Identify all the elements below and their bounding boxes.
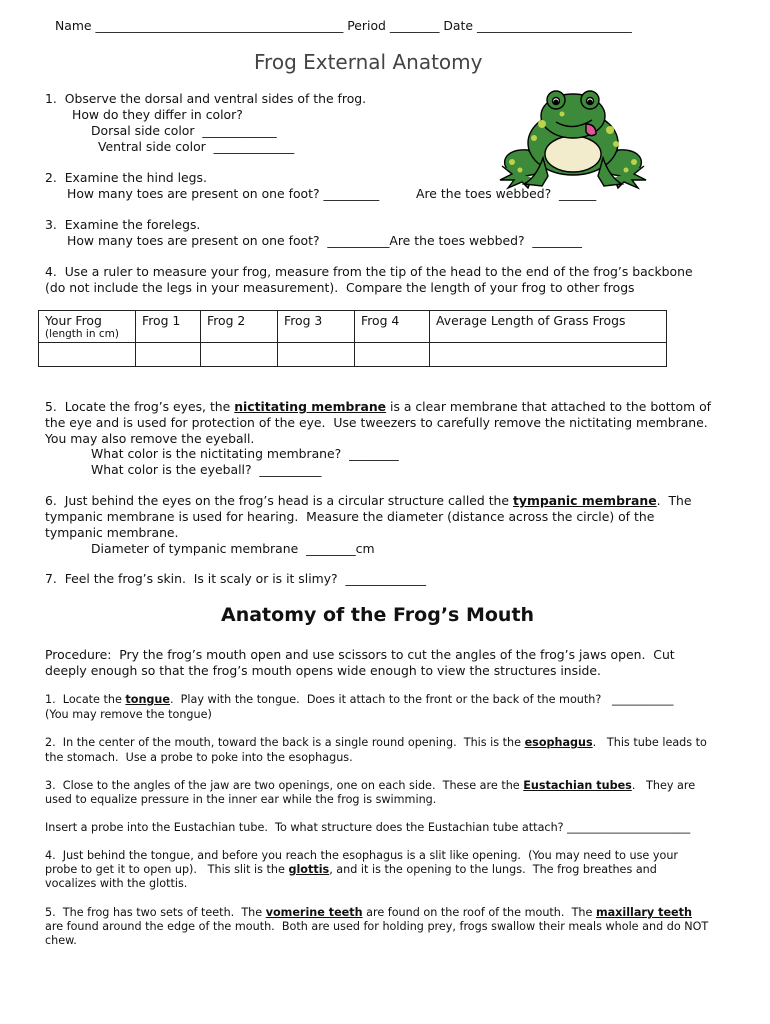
m-insert-line[interactable]: Insert a probe into the Eustachian tube. To what structure does the Eustachian tube attach? ______________________ bbox=[45, 821, 691, 834]
term-glottis: glottis bbox=[288, 863, 330, 876]
q4-line2: (do not include the legs in your measurement). Compare the length of your frog to other frogs bbox=[45, 280, 635, 295]
period-label: Period bbox=[347, 18, 386, 33]
q1-line1: 1. Observe the dorsal and ventral sides of the frog. bbox=[45, 91, 367, 106]
m2-line1: 2. In the center of the mouth, toward the back is a single round opening. This is the esophagus. This tube leads to bbox=[45, 736, 707, 749]
q5-line3: You may also remove the eyeball. bbox=[45, 431, 255, 446]
col-frog-3: Frog 3 bbox=[278, 311, 355, 343]
m3-line1: 3. Close to the angles of the jaw are two openings, one on each side. These are the Eustachian tubes. They are bbox=[45, 779, 696, 792]
q3-line1: 3. Examine the forelegs. bbox=[45, 217, 201, 232]
procedure-line1: Procedure: Pry the frog’s mouth open and use scissors to cut the angles of the frog’s jaws open. Cut bbox=[45, 647, 675, 662]
col-average: Average Length of Grass Frogs bbox=[430, 311, 667, 343]
m4-line3: vocalizes with the glottis. bbox=[45, 877, 188, 890]
q5-eyeball-color[interactable]: What color is the eyeball? __________ bbox=[91, 462, 322, 477]
term-tongue: tongue bbox=[125, 693, 170, 706]
col-frog-1: Frog 1 bbox=[136, 311, 201, 343]
term-vomerine-teeth: vomerine teeth bbox=[265, 906, 363, 919]
col-frog-2: Frog 2 bbox=[201, 311, 278, 343]
q6-diameter[interactable]: Diameter of tympanic membrane ________cm bbox=[91, 541, 375, 556]
q7-line[interactable]: 7. Feel the frog’s skin. Is it scaly or is it slimy? _____________ bbox=[45, 571, 427, 586]
col-frog-4: Frog 4 bbox=[355, 311, 430, 343]
cell-your-frog[interactable] bbox=[39, 343, 136, 367]
cell-average[interactable] bbox=[430, 343, 667, 367]
q5-line2: the eye and is used for protection of the eye. Use tweezers to carefully remove the nictitating membrane. bbox=[45, 415, 708, 430]
procedure-line2: deeply enough so that the frog’s mouth opens wide enough to view the structures inside. bbox=[45, 663, 601, 678]
cell-frog-3[interactable] bbox=[278, 343, 355, 367]
m5-line2: are found around the edge of the mouth. Both are used for holding prey, frogs swallow their meals whole and do NOT bbox=[45, 920, 709, 933]
q2-toes[interactable]: How many toes are present on one foot? _________ bbox=[67, 186, 380, 201]
cell-frog-4[interactable] bbox=[355, 343, 430, 367]
term-maxillary-teeth: maxillary teeth bbox=[595, 906, 692, 919]
m2-line2: the stomach. Use a probe to poke into the esophagus. bbox=[45, 751, 353, 764]
q1-line2: How do they differ in color? bbox=[72, 107, 243, 122]
m4-line1: 4. Just behind the tongue, and before you reach the esophagus is a slit like opening. (You may need to use your bbox=[45, 849, 679, 862]
date-label: Date bbox=[443, 18, 474, 33]
q6-line1: 6. Just behind the eyes on the frog’s head is a circular structure called the tympanic membrane. The bbox=[45, 493, 692, 508]
name-blank[interactable]: ________________________________________ bbox=[95, 18, 344, 33]
m1-line2: (You may remove the tongue) bbox=[45, 708, 212, 721]
term-esophagus: esophagus bbox=[524, 736, 593, 749]
q2-webbed[interactable]: Are the toes webbed? ______ bbox=[416, 186, 597, 201]
q6-line2: tympanic membrane is used for hearing. Measure the diameter (distance across the circle) of the bbox=[45, 509, 655, 524]
frog-length-table bbox=[38, 310, 667, 367]
m4-line2: probe to get it to open up). This slit is the glottis, and it is the opening to the lungs. The frog breathes and bbox=[45, 863, 657, 876]
period-blank[interactable]: ________ bbox=[389, 18, 440, 33]
term-tympanic-membrane: tympanic membrane bbox=[512, 493, 657, 508]
q5-line1: 5. Locate the frog’s eyes, the nictitating membrane is a clear membrane that attached to the bottom of bbox=[45, 399, 712, 414]
name-label: Name bbox=[55, 18, 92, 33]
q4-line1: 4. Use a ruler to measure your frog, measure from the tip of the head to the end of the frog’s backbone bbox=[45, 264, 693, 279]
length-unit: (length in cm) bbox=[45, 328, 119, 340]
q3-line2[interactable]: How many toes are present on one foot? __________Are the toes webbed? ________ bbox=[67, 233, 582, 248]
q5-nictitating-color[interactable]: What color is the nictitating membrane? ________ bbox=[91, 446, 399, 461]
term-nictitating-membrane: nictitating membrane bbox=[234, 399, 387, 414]
date-blank[interactable]: _________________________ bbox=[476, 18, 632, 33]
mouth-section-title: Anatomy of the Frog’s Mouth bbox=[221, 604, 535, 626]
term-eustachian-tubes: Eustachian tubes bbox=[523, 779, 632, 792]
q1-ventral[interactable]: Ventral side color _____________ bbox=[98, 139, 295, 154]
cell-frog-1[interactable] bbox=[136, 343, 201, 367]
frog-illustration bbox=[498, 88, 648, 193]
m1-line1[interactable]: 1. Locate the tongue. Play with the tongue. Does it attach to the front or the back of the mouth? ___________ bbox=[45, 693, 674, 706]
col-your-frog: Your Frog (length in cm) bbox=[39, 311, 136, 343]
page-title: Frog External Anatomy bbox=[254, 50, 483, 74]
q6-line3: tympanic membrane. bbox=[45, 525, 179, 540]
cell-frog-2[interactable] bbox=[201, 343, 278, 367]
m5-line1: 5. The frog has two sets of teeth. The vomerine teeth are found on the roof of the mouth. The maxillary teeth bbox=[45, 906, 692, 919]
q2-line1: 2. Examine the hind legs. bbox=[45, 170, 207, 185]
m3-line2: used to equalize pressure in the inner ear while the frog is swimming. bbox=[45, 793, 437, 806]
name-line bbox=[55, 18, 632, 33]
q1-dorsal[interactable]: Dorsal side color ____________ bbox=[91, 123, 277, 138]
m5-line3: chew. bbox=[45, 934, 77, 947]
